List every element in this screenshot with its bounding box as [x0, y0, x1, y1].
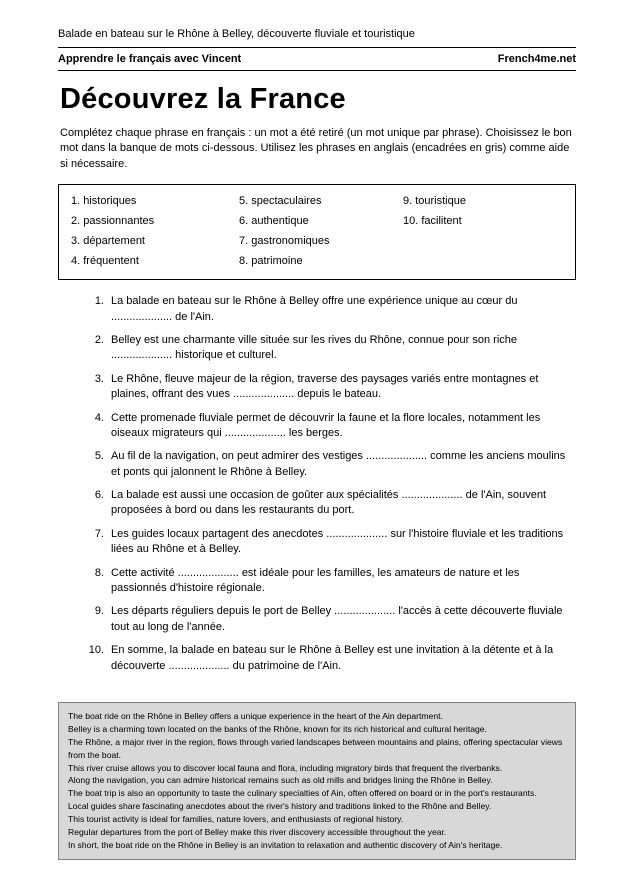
exercise-number: 1. [94, 295, 104, 308]
divider-top [58, 47, 576, 48]
brand-right-text: French4me.net [497, 53, 576, 65]
word-bank-item: 6. authentique [239, 215, 309, 228]
brand-left-text: Apprendre le français avec Vincent [58, 53, 242, 65]
exercise-item [82, 604, 576, 635]
word-bank-item: 10. facilitent [403, 215, 462, 228]
exercise-text: En somme, la balade en bateau sur le Rhône à Belley est une invitation à la détente et à la découverte .................... du patrimoine de l'Ain. [111, 644, 554, 672]
page-title: Découvrez la France [60, 83, 346, 115]
exercise-number: 4. [94, 411, 104, 424]
exercise-text: Les guides locaux partagent des anecdotes .................... sur l'histoire fluviale et les traditions liées au Rhône et à Belley. [111, 527, 564, 556]
exercise-number: 5. [94, 450, 104, 463]
word-bank-column-1 [71, 195, 239, 267]
word-bank-item: 4. fréquentent [71, 255, 139, 268]
exercise-text: La balade en bateau sur le Rhône à Belley offre une expérience unique au cœur du .................... de l'Ain. [111, 295, 518, 323]
translation-line: The boat trip is also an opportunity to taste the culinary specialties of Ain, often offered on board or in the port's restaurants. [68, 788, 537, 799]
exercise-text: Belley est une charmante ville située sur les rives du Rhône, connue pour son riche .................... historique et culturel. [111, 333, 518, 362]
word-bank-item: 7. gastronomiques [239, 235, 330, 248]
translation-line: This tourist activity is ideal for families, nature lovers, and enthusiasts of regional history. [68, 814, 404, 825]
word-bank-item: 2. passionnantes [71, 215, 155, 228]
exercise-item [82, 449, 576, 480]
exercise-item [82, 294, 576, 325]
word-bank-item: 9. touristique [403, 195, 466, 208]
divider-brand [58, 70, 576, 71]
word-bank-column-2 [239, 195, 403, 267]
exercise-item [82, 372, 576, 403]
instructions-text: Complétez chaque phrase en français : un mot a été retiré (un mot unique par phrase). Choisissez le bon mot dans la banque de mots ci-dessous. Utilisez les phrases en anglais (encadrées en gris) comme aide si nécessaire. [60, 127, 572, 170]
exercise-text: Cette promenade fluviale permet de découvrir la faune et la flore locales, notamment les oiseaux migrateurs qui .................... les berges. [111, 411, 541, 439]
exercise-text: La balade est aussi une occasion de goûter aux spécialités .................... de l'Ain, souvent proposées à bord ou dans les restaurants du port. [111, 489, 547, 517]
exercise-number: 10. [88, 644, 104, 657]
exercise-number: 2. [94, 333, 104, 346]
exercise-number: 8. [94, 566, 104, 579]
exercise-item [82, 566, 576, 597]
exercise-text: Au fil de la navigation, on peut admirer des vestiges .................... comme les anciens moulins et ponts qui jalonnent le Rhône à Belley. [111, 450, 566, 478]
brand-header [58, 53, 576, 65]
translation-line: The boat ride on the Rhône in Belley offers a unique experience in the heart of the Ain department. [68, 710, 443, 721]
word-bank-item: 1. historiques [71, 195, 137, 208]
exercise-number: 6. [94, 489, 104, 502]
exercise-item [82, 643, 576, 674]
exercise-item [82, 527, 576, 558]
translation-line: Along the navigation, you can admire historical remains such as old mills and bridges lining the Rhône in Belley. [68, 775, 493, 786]
exercise-number: 3. [94, 372, 104, 385]
translation-line: This river cruise allows you to discover local fauna and flora, including migratory birds that frequent the riverbanks. [68, 762, 503, 773]
exercise-text: Cette activité .................... est idéale pour les familles, les amateurs de nature et les passionnés d'histoire régionale. [111, 566, 520, 595]
translation-line: In short, the boat ride on the Rhône in Belley is an invitation to relaxation and authentic discovery of Ain's heritage. [68, 839, 503, 850]
exercise-list [82, 294, 576, 674]
exercise-item [82, 411, 576, 442]
exercise-number: 9. [94, 605, 104, 618]
word-bank-item: 5. spectaculaires [239, 195, 322, 208]
word-bank-item: 3. département [71, 235, 145, 248]
document-subject-line: Balade en bateau sur le Rhône à Belley, découverte fluviale et touristique [58, 28, 415, 40]
word-bank-column-3 [403, 195, 563, 267]
exercise-number: 7. [94, 527, 104, 540]
exercise-text: Le Rhône, fleuve majeur de la région, traverse des paysages variés entre montagnes et plaines, offrant des vues .................... depuis le bateau. [111, 372, 539, 401]
word-bank [58, 184, 576, 280]
translation-line: Regular departures from the port of Belley make this river discovery accessible throughout the year. [68, 827, 447, 837]
translation-line: Belley is a charming town located on the banks of the Rhône, known for its rich historical and cultural heritage. [68, 723, 487, 734]
exercise-item [82, 488, 576, 519]
exercise-text: Les départs réguliers depuis le port de Belley .................... l'accès à cette découverte fluviale tout au long de l'année. [111, 605, 563, 633]
translation-line: Local guides share fascinating anecdotes about the river's history and traditions linked to the Rhône and Belley. [68, 801, 492, 812]
translation-line: The Rhône, a major river in the region, flows through varied landscapes between mountains and plains, offering spectacular views from the boat. [68, 736, 563, 760]
exercise-item [82, 333, 576, 364]
english-help-box [58, 702, 576, 860]
word-bank-item: 8. patrimoine [239, 255, 303, 268]
